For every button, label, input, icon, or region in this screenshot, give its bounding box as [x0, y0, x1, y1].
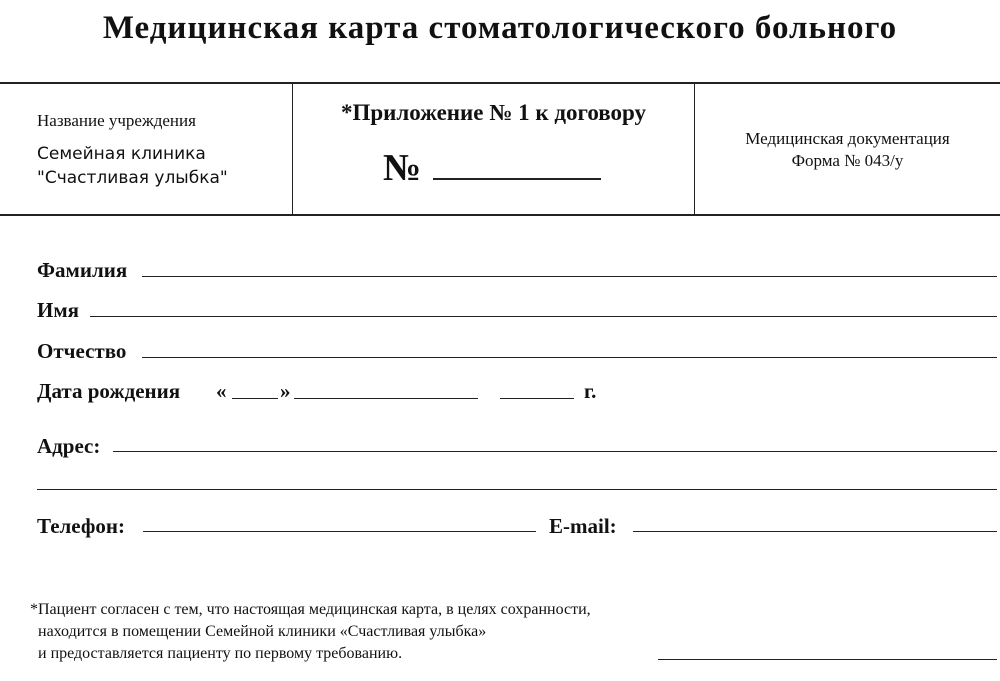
surname-label: Фамилия	[37, 258, 128, 282]
name-label: Имя	[37, 298, 79, 322]
clinic-name-line2: "Счастливая улыбка"	[37, 168, 228, 188]
documentation-cell	[695, 84, 1000, 214]
header-table	[0, 82, 1000, 216]
clinic-name	[37, 142, 228, 190]
name-field[interactable]	[90, 316, 997, 317]
documentation-line1: Медицинская документация	[745, 129, 950, 148]
footnote-line1: *Пациент согласен с тем, что настоящая медицинская карта, в целях сохранности,	[30, 601, 591, 618]
consent-footnote	[30, 599, 591, 665]
contract-number-row	[383, 146, 601, 190]
email-label: E-mail:	[549, 514, 617, 538]
footnote-line2: находится в помещении Семейной клиники «Счастливая улыбка»	[38, 623, 487, 640]
footnote-line3: и предоставляется пациенту по первому требованию.	[38, 645, 403, 662]
clinic-name-line1: Семейная клиника	[37, 144, 206, 164]
birth-day-field[interactable]	[232, 398, 278, 399]
number-sign: №	[383, 147, 422, 189]
year-suffix: г.	[584, 379, 597, 403]
appendix-cell	[293, 84, 695, 214]
contract-number-field[interactable]	[433, 178, 601, 180]
appendix-title: *Приложение № 1 к договору	[340, 100, 647, 125]
patronymic-label: Отчество	[37, 339, 127, 363]
birth-year-field[interactable]	[500, 398, 574, 399]
address-field[interactable]	[113, 451, 997, 452]
email-field[interactable]	[633, 531, 997, 532]
address-field-line2[interactable]	[37, 489, 997, 490]
institution-label: Название учреждения	[37, 111, 196, 130]
surname-field[interactable]	[142, 276, 997, 277]
address-label: Адрес:	[37, 434, 101, 458]
phone-label: Телефон:	[37, 514, 126, 538]
quote-open: «	[216, 379, 227, 403]
institution-cell	[0, 84, 293, 214]
phone-field[interactable]	[143, 531, 536, 532]
birth-month-field[interactable]	[294, 398, 478, 399]
form-number: Форма № 043/у	[791, 151, 904, 170]
document-title: Медицинская карта стоматологического больного	[102, 10, 898, 46]
patronymic-field[interactable]	[142, 357, 997, 358]
medical-documentation	[695, 128, 1000, 172]
birth-date-label: Дата рождения	[37, 379, 181, 403]
quote-close: »	[280, 379, 291, 403]
signature-field[interactable]	[658, 659, 997, 660]
